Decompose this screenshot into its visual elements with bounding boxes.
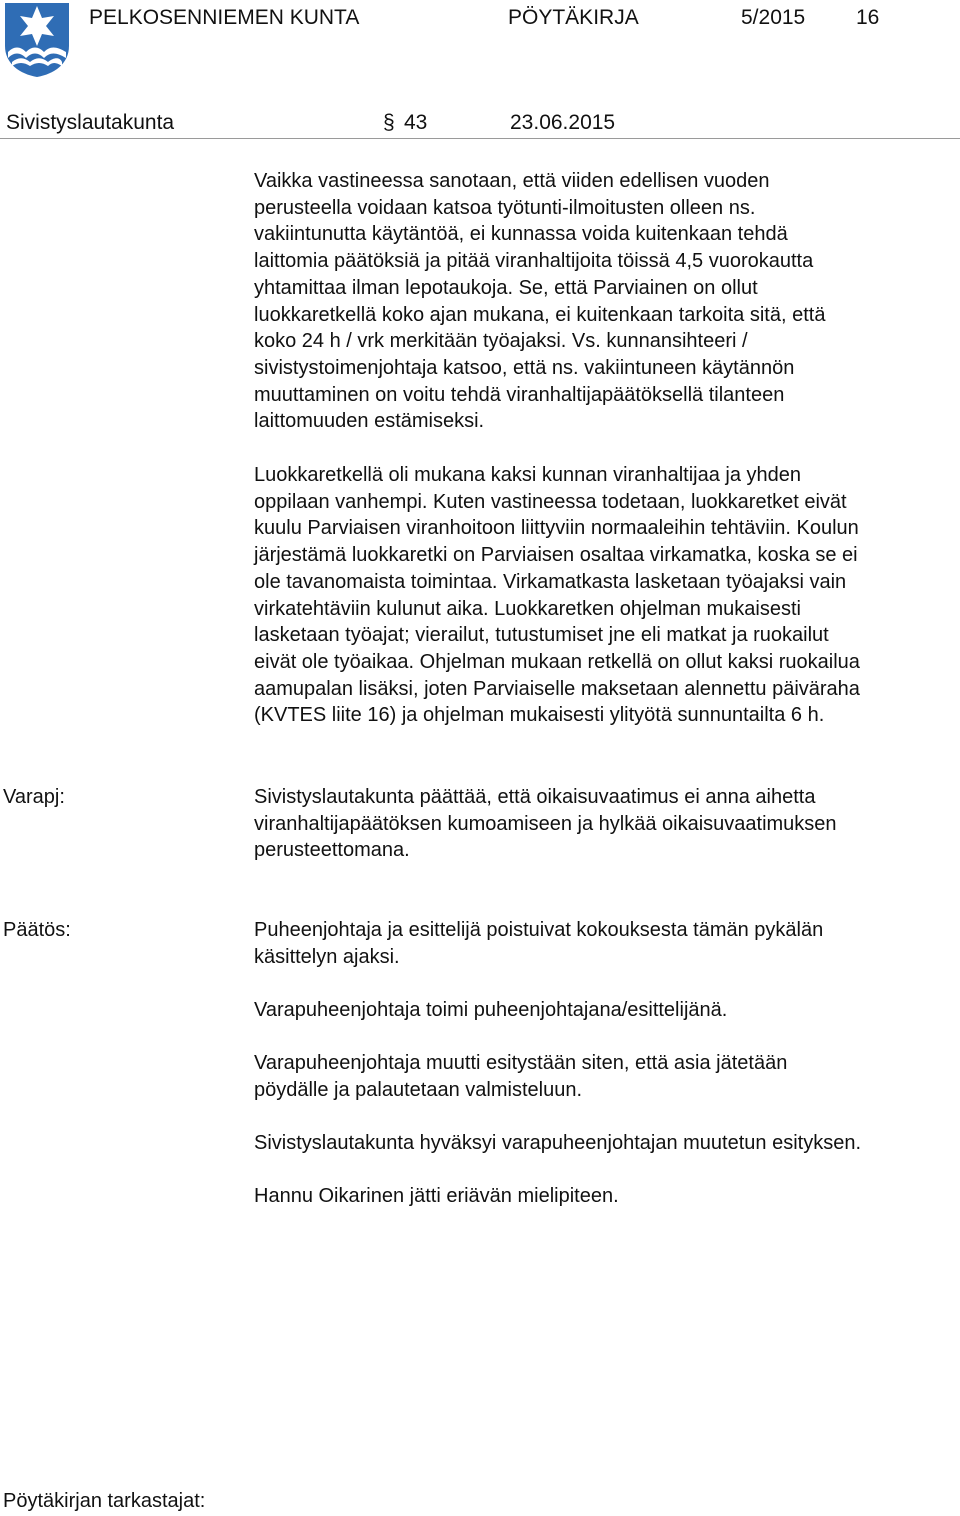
- section-symbol: §: [383, 111, 395, 134]
- minutes-reviewers-label: Pöytäkirjan tarkastajat:: [3, 1490, 206, 1512]
- header-divider: [0, 138, 960, 139]
- municipality-name: PELKOSENNIEMEN KUNTA: [89, 6, 360, 29]
- body-paragraph-2: Luokkaretkellä oli mukana kaksi kunnan viranhaltijaa ja yhden oppilaan vanhempi. Kuten vastineessa todetaan, luokkaretket eivät kuulu Parviaisen viranhoitoon liittyviin normaaleihin tehtäviin. Koulun järjestämä luokkaretki on Parviaisen osaltaa virkamatka, koska se ei ole tavanomaista toimintaa. Virkamatkasta lasketaan työajaksi vain virkatehtäviin kulunut aika. Luokkaretken ohjelman mukaisesti lasketaan työajat; vierailut, tutustumiset jne eli matkat ja ruokailut eivät ole työaikaa. Ohjelman mukaan retkellä on ollut kaksi ruokailua aamupalan lisäksi, joten Parviaiselle maksetaan alennettu päiväraha (KVTES liite 16) ja ohjelman mukaisesti ylityötä sunnuntailta 6 h.: [254, 464, 860, 727]
- page-number: 16: [856, 6, 880, 29]
- document-type: PÖYTÄKIRJA: [508, 6, 639, 29]
- decision-paragraph-4: Sivistyslautakunta hyväksyi varapuheenjohtajan muutetun esityksen.: [254, 1132, 862, 1154]
- decision-paragraph-1: Puheenjohtaja ja esittelijä poistuivat kokouksesta tämän pykälän käsittelyn ajaksi.: [254, 919, 824, 968]
- decision-paragraph-3: Varapuheenjohtaja muutti esitystään siten, että asia jätetään pöydälle ja palautetaan valmisteluun.: [254, 1052, 788, 1101]
- municipality-crest-icon: [4, 2, 70, 78]
- section-number: 43: [404, 111, 428, 134]
- body-paragraph-1: Vaikka vastineessa sanotaan, että viiden edellisen vuoden perusteella voidaan katsoa työtunti-ilmoitusten olleen ns. vakiintunutta käytäntöä, ei kunnassa voida kuitenkaan tehdä laittomia päätöksiä ja pitää viranhaltijoita töissä 4,5 vuorokautta yhtamittaa ilman lepotaukoja. Se, että Parviainen on ollut luokkaretkellä koko ajan mukana, ei kuitenkaan tarkoita sitä, että koko 24 h / vrk merkitään työajaksi. Vs. kunnansihteeri / sivistystoimenjohtaja katsoo, että ns. vakiintuneen käytännön muuttaminen on voitu tehdä viranhaltijapäätöksellä tilanteen laittomuuden estämiseksi.: [254, 170, 826, 433]
- decision-label: Päätös:: [3, 919, 71, 941]
- proposal-label: Varapj:: [3, 786, 65, 808]
- proposal-text: Sivistyslautakunta päättää, että oikaisuvaatimus ei anna aihetta viranhaltijapäätöksen kumoamiseen ja hylkää oikaisuvaatimuksen perusteettomana.: [254, 786, 837, 862]
- meeting-date: 23.06.2015: [510, 111, 616, 134]
- board-name: Sivistyslautakunta: [6, 111, 175, 134]
- decision-paragraph-5: Hannu Oikarinen jätti eriävän mielipiteen.: [254, 1185, 619, 1207]
- document-number: 5/2015: [741, 6, 806, 29]
- decision-paragraph-2: Varapuheenjohtaja toimi puheenjohtajana/esittelijänä.: [254, 999, 728, 1021]
